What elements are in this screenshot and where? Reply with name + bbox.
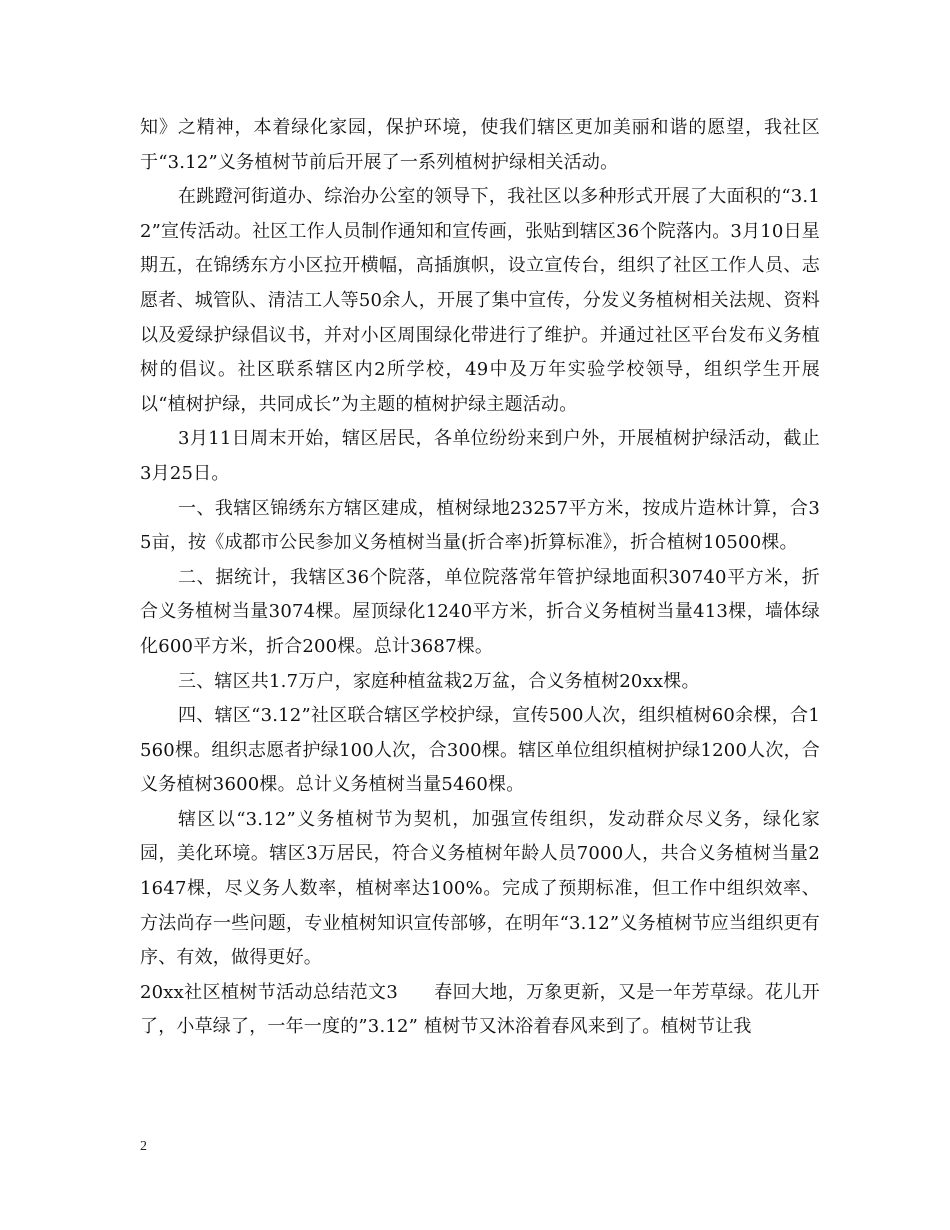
paragraph-item-three: 三、辖区共1.7万户，家庭种植盆栽2万盆，合义务植树20xx棵。	[178, 670, 700, 692]
paragraph-item-two: 二、据统计，我辖区36个院落，单位院落常年管护绿地面积30740平方米，折合义务植树当量3074棵。屋顶绿化1240平方米，折合义务植树当量413棵，墙体绿化600平方米，折合200棵。总计3687棵。	[140, 566, 820, 657]
document-body	[140, 111, 820, 1045]
section-heading: 20xx社区植树节活动总结范文3	[140, 981, 399, 1003]
paragraph-section-three	[140, 976, 820, 1045]
paragraph-activity-dates: 3月11日周末开始，辖区居民，各单位纷纷来到户外，开展植树护绿活动，截止3月25日。	[140, 428, 820, 484]
paragraph-summary: 辖区以“3.12”义务植树节为契机，加强宣传组织，发动群众尽义务，绿化家园，美化环境。辖区3万居民，符合义务植树年龄人员7000人，共合义务植树当量21647棵，尽义务人数率，植树率达100%。完成了预期标准，但工作中组织效率、方法尚存一些问题，专业植树知识宣传部够，在明年“3.12”义务植树节应当组织更有序、有效，做得更好。	[140, 808, 820, 969]
paragraph-item-one: 一、我辖区锦绣东方辖区建成，植树绿地23257平方米，按成片造林计算，合35亩，按《成都市公民参加义务植树当量(折合率)折算标准》，折合植树10500棵。	[140, 497, 820, 554]
paragraph-item-four: 四、辖区“3.12”社区联合辖区学校护绿，宣传500人次，组织植树60余棵，合1560棵。组织志愿者护绿100人次，合300棵。辖区单位组织植树护绿1200人次，合义务植树3600棵。总计义务植树当量5460棵。	[140, 705, 820, 796]
paragraph-publicity: 在跳蹬河街道办、综治办公室的领导下，我社区以多种形式开展了大面积的“3.12”宣传活动。社区工作人员制作通知和宣传画，张贴到辖区36个院落内。3月10日星期五，在锦绣东方小区拉开横幅，高插旗帜，设立宣传台，组织了社区工作人员、志愿者、城管队、清洁工人等50余人，开展了集中宣传，分发义务植树相关法规、资料以及爱绿护绿倡议书，并对小区周围绿化带进行了维护。并通过社区平台发布义务植树的倡议。社区联系辖区内2所学校，49中及万年实验学校领导，组织学生开展以“植树护绿，共同成长”为主题的植树护绿主题活动。	[140, 186, 820, 415]
paragraph-intro-continuation: 知》之精神，本着绿化家园，保护环境，使我们辖区更加美丽和谐的愿望，我社区于“3.12”义务植树节前后开展了一系列植树护绿相关活动。	[140, 117, 820, 173]
page-number: 2	[140, 1139, 147, 1154]
section-text: 春回大地，万象更新，又是一年芳草绿。花儿开了，小草绿了，一年一度的”3.12” 植树节又沐浴着春风来到了。植树节让我	[140, 981, 821, 1038]
